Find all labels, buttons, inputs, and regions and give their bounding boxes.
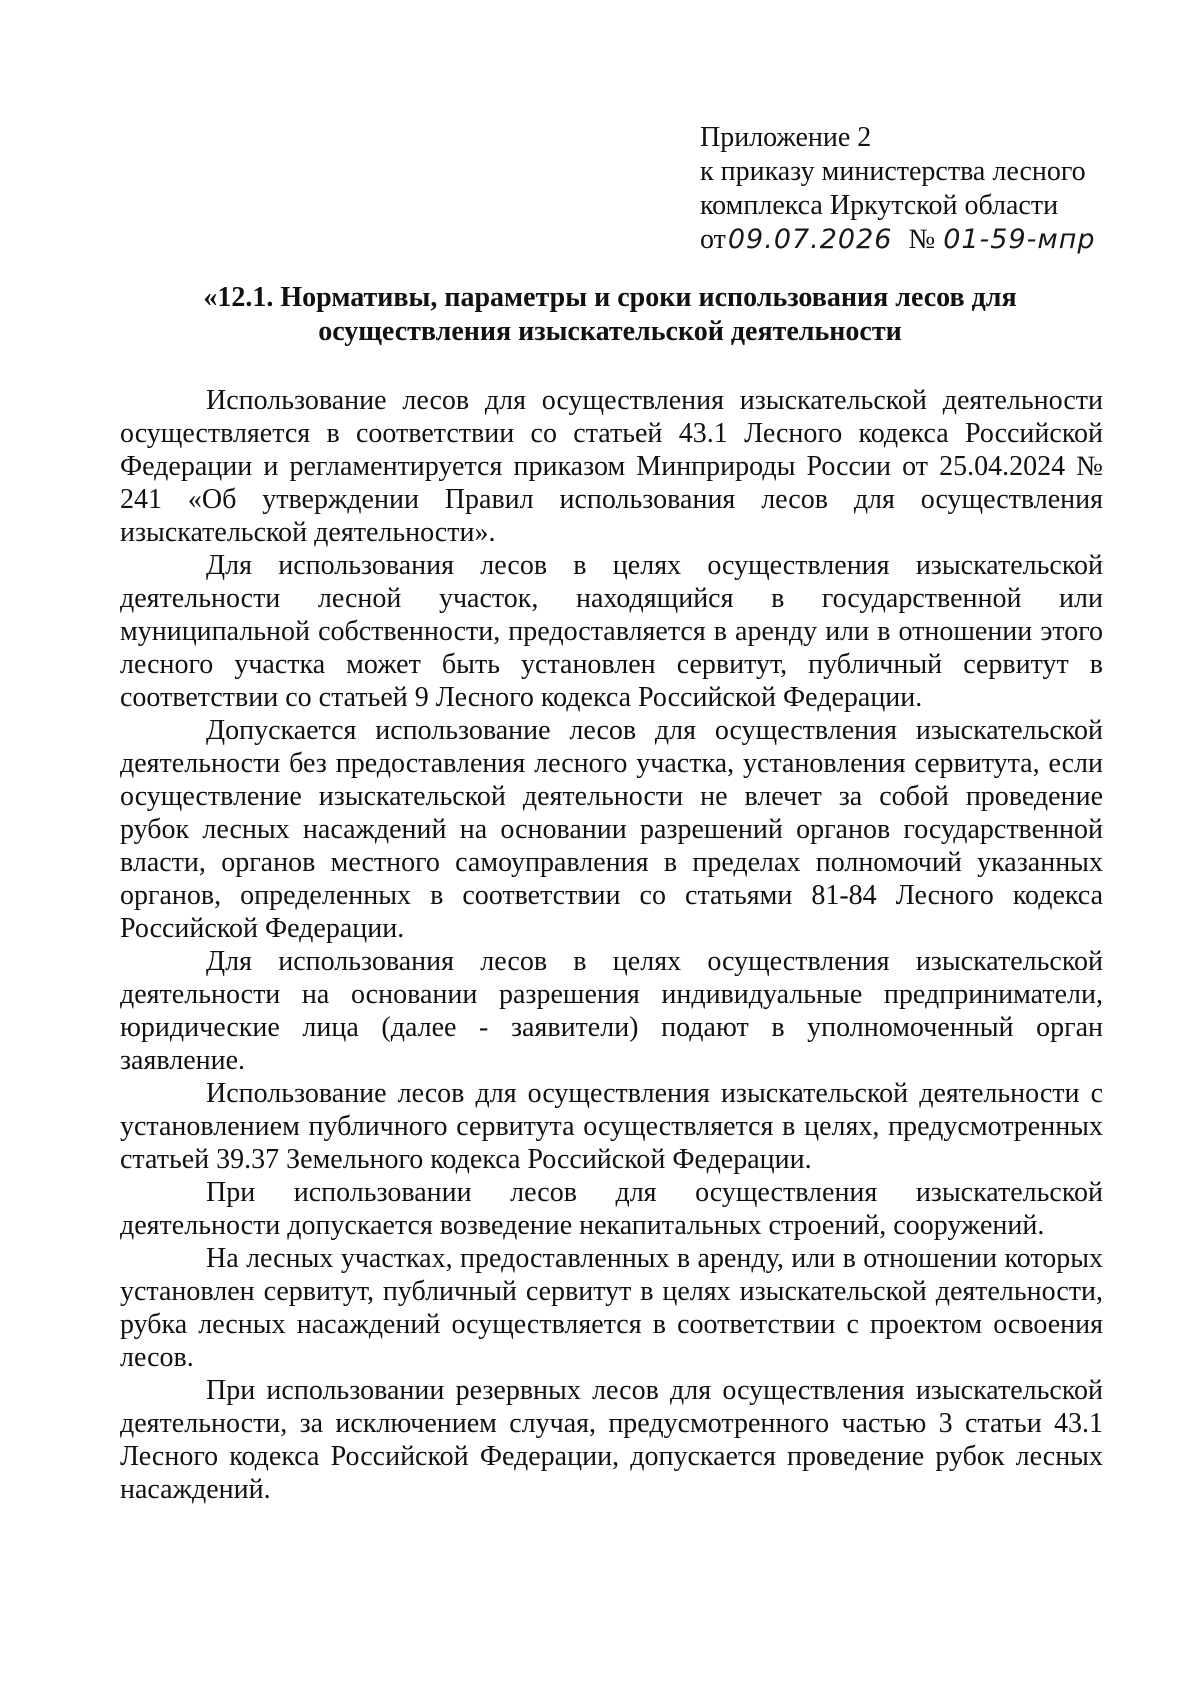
paragraph-4: Для использования лесов в целях осуществления изыскательской деятельности на основании разрешения индивидуальные предприниматели, юридические лица (далее - заявители) подают в уполномоченный орган заявление. <box>120 946 1103 1076</box>
document-body <box>120 384 1103 1506</box>
paragraph-8: При использовании резервных лесов для осуществления изыскательской деятельности, за исключением случая, предусмотренного частью 3 статьи 43.1 Лесного кодекса Российской Федерации, допускается проведение рубок лесных насаждений. <box>120 1375 1103 1505</box>
paragraph-1: Использование лесов для осуществления изыскательской деятельности осуществляется в соответствии со статьей 43.1 Лесного кодекса Российской Федерации и регламентируется приказом Минприроды России от 25.04.2024 № 241 «Об утверждении Правил использования лесов для осуществления изыскательской деятельности». <box>120 385 1103 548</box>
number-prefix: № <box>908 224 936 255</box>
handwritten-date: 09.07.2026 <box>727 224 893 255</box>
handwritten-order-number: 01-59-мпр <box>943 224 1096 255</box>
paragraph-3: Допускается использование лесов для осуществления изыскательской деятельности без предоставления лесного участка, установления сервитута, если осуществление изыскательской деятельности не влечет за собой проведение рубок лесных насаждений на основании разрешений органов государственной власти, органов местного самоуправления в пределах полномочий указанных органов, определенных в соответствии со статьями 81-84 Лесного кодекса Российской Федерации. <box>120 715 1103 944</box>
paragraph-7: На лесных участках, предоставленных в аренду, или в отношении которых установлен сервитут, публичный сервитут в целях изыскательской деятельности, рубка лесных насаждений осуществляется в соответствии с проектом освоения лесов. <box>120 1243 1103 1373</box>
appendix-title: Приложение 2 <box>700 122 872 153</box>
paragraph-5: Использование лесов для осуществления изыскательской деятельности с установлением публичного сервитута осуществляется в целях, предусмотренных статьей 39.37 Земельного кодекса Российской Федерации. <box>120 1078 1103 1175</box>
paragraph-6: При использовании лесов для осуществления изыскательской деятельности допускается возведение некапитальных строений, сооружений. <box>120 1177 1103 1241</box>
date-prefix: от <box>700 224 726 255</box>
section-title: «12.1. Нормативы, параметры и сроки использования лесов для осуществления изыскательской деятельности <box>203 282 1017 347</box>
paragraph-2: Для использования лесов в целях осуществления изыскательской деятельности лесной участок, находящийся в государственной или муниципальной собственности, предоставляется в аренду или в отношении этого лесного участка может быть установлен сервитут, публичный сервитут в соответствии со статьей 9 Лесного кодекса Российской Федерации. <box>120 550 1103 713</box>
appendix-issuer: комплекса Иркутской области <box>700 190 1059 221</box>
appendix-header <box>700 121 1160 257</box>
appendix-order-ref: к приказу министерства лесного <box>700 156 1086 187</box>
appendix-date-number-line <box>700 223 1160 257</box>
